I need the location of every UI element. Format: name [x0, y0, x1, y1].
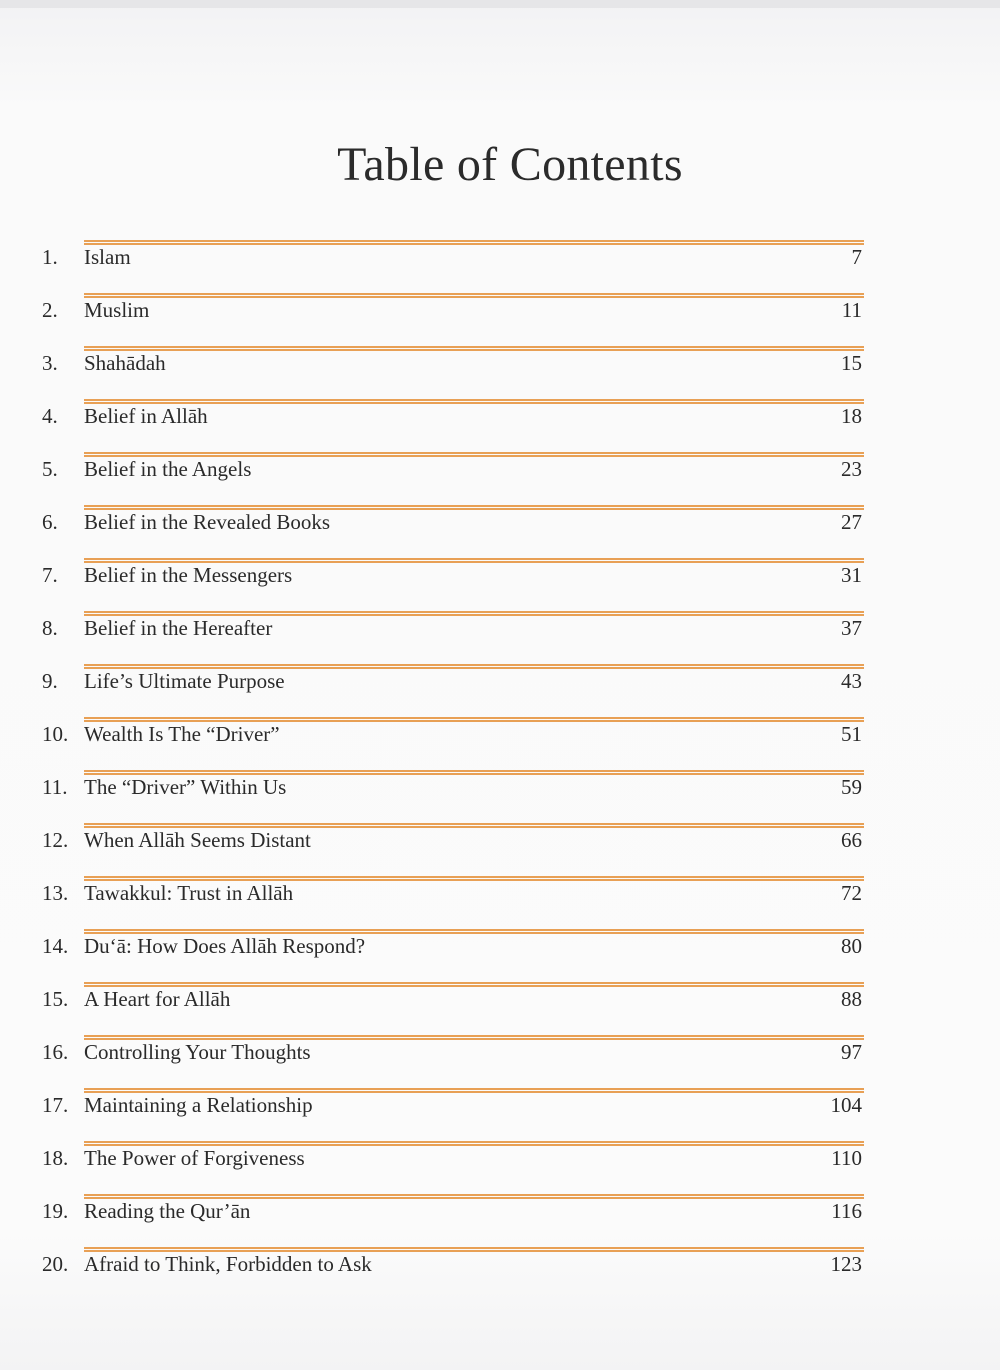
toc-entry-page-number: 66 [841, 828, 862, 852]
toc-entry-number: 18. [42, 1146, 69, 1170]
toc-entry-page-number: 37 [841, 616, 862, 640]
toc-entry [42, 400, 864, 453]
toc-entry-title: Du‘ā: How Does Allāh Respond? [84, 934, 366, 958]
toc-entry-page-number: 80 [841, 934, 862, 958]
toc-entry-title: Wealth Is The “Driver” [84, 722, 280, 746]
toc-entry [42, 1089, 864, 1142]
toc-entry-number: 17. [42, 1093, 69, 1117]
toc-entry-title: Belief in the Messengers [84, 563, 293, 587]
toc-entry-page-number: 110 [831, 1146, 862, 1170]
toc-entry-page-number: 104 [830, 1093, 862, 1117]
toc-entry-number: 1. [42, 245, 58, 269]
toc-entry [42, 718, 864, 771]
toc-entry-number: 6. [42, 510, 58, 534]
toc-entry-page-number: 11 [841, 298, 862, 322]
toc-entry-page-number: 116 [831, 1199, 862, 1223]
toc-entry-number: 19. [42, 1199, 69, 1223]
toc-entry-page-number: 7 [851, 245, 862, 269]
toc-entry-title: When Allāh Seems Distant [84, 828, 311, 852]
toc-entry-title: Belief in the Hereafter [84, 616, 273, 640]
toc-entry-title: Belief in the Revealed Books [84, 510, 331, 534]
toc-entry-number: 5. [42, 457, 58, 481]
toc-entry [42, 665, 864, 718]
toc-entry [42, 1036, 864, 1089]
toc-entry [42, 983, 864, 1036]
toc-entry-title: Islam [84, 245, 131, 269]
toc-entry [42, 1195, 864, 1248]
toc-entry-page-number: 59 [841, 775, 862, 799]
toc-entry-title: Muslim [84, 298, 150, 322]
toc-entry-page-number: 31 [841, 563, 862, 587]
toc-entry-title: Tawakkul: Trust in Allāh [84, 881, 294, 905]
toc-entry [42, 877, 864, 930]
toc-entry-page-number: 43 [841, 669, 862, 693]
toc-entry-number: 4. [42, 404, 58, 428]
toc-entry [42, 453, 864, 506]
toc-entry [42, 612, 864, 665]
table-of-contents [42, 241, 864, 1301]
toc-entry-title: Belief in the Angels [84, 457, 252, 481]
toc-entry-number: 2. [42, 298, 58, 322]
toc-entry-number: 9. [42, 669, 58, 693]
toc-entry-page-number: 23 [841, 457, 862, 481]
toc-entry-title: Maintaining a Relationship [84, 1093, 313, 1117]
toc-entry-title: A Heart for Allāh [84, 987, 231, 1011]
toc-entry-page-number: 72 [841, 881, 862, 905]
toc-entry-title: Shahādah [84, 351, 166, 375]
toc-entry-page-number: 27 [841, 510, 862, 534]
page-title: Table of Contents [337, 138, 683, 192]
toc-entry-title: Controlling Your Thoughts [84, 1040, 311, 1064]
toc-entry-page-number: 18 [841, 404, 862, 428]
toc-entry-title: Belief in Allāh [84, 404, 208, 428]
toc-entry-title: The Power of Forgiveness [84, 1146, 305, 1170]
toc-entry-number: 16. [42, 1040, 69, 1064]
toc-entry-page-number: 15 [841, 351, 862, 375]
toc-entry-title: The “Driver” Within Us [84, 775, 287, 799]
toc-entry-number: 3. [42, 351, 58, 375]
toc-entry [42, 930, 864, 983]
page-top-edge [0, 0, 1000, 8]
toc-entry-number: 20. [42, 1252, 69, 1276]
toc-entry-number: 10. [42, 722, 69, 746]
toc-entry-page-number: 123 [830, 1252, 862, 1276]
toc-entry [42, 1248, 864, 1301]
toc-entry-number: 15. [42, 987, 69, 1011]
toc-entry [42, 824, 864, 877]
toc-entry-number: 14. [42, 934, 69, 958]
toc-entry-number: 12. [42, 828, 69, 852]
toc-entry-page-number: 97 [841, 1040, 862, 1064]
toc-entry [42, 771, 864, 824]
toc-entry-title: Reading the Qur’ān [84, 1199, 251, 1223]
toc-entry [42, 1142, 864, 1195]
toc-entry-number: 7. [42, 563, 58, 587]
toc-entry-number: 8. [42, 616, 58, 640]
toc-entry-number: 11. [42, 775, 68, 799]
toc-entry [42, 559, 864, 612]
toc-entry-page-number: 51 [841, 722, 862, 746]
toc-entry [42, 347, 864, 400]
toc-entry-number: 13. [42, 881, 69, 905]
toc-entry-title: Afraid to Think, Forbidden to Ask [84, 1252, 372, 1276]
toc-entry [42, 241, 864, 294]
toc-entry [42, 294, 864, 347]
toc-entry-title: Life’s Ultimate Purpose [84, 669, 285, 693]
toc-entry-page-number: 88 [841, 987, 862, 1011]
toc-entry [42, 506, 864, 559]
